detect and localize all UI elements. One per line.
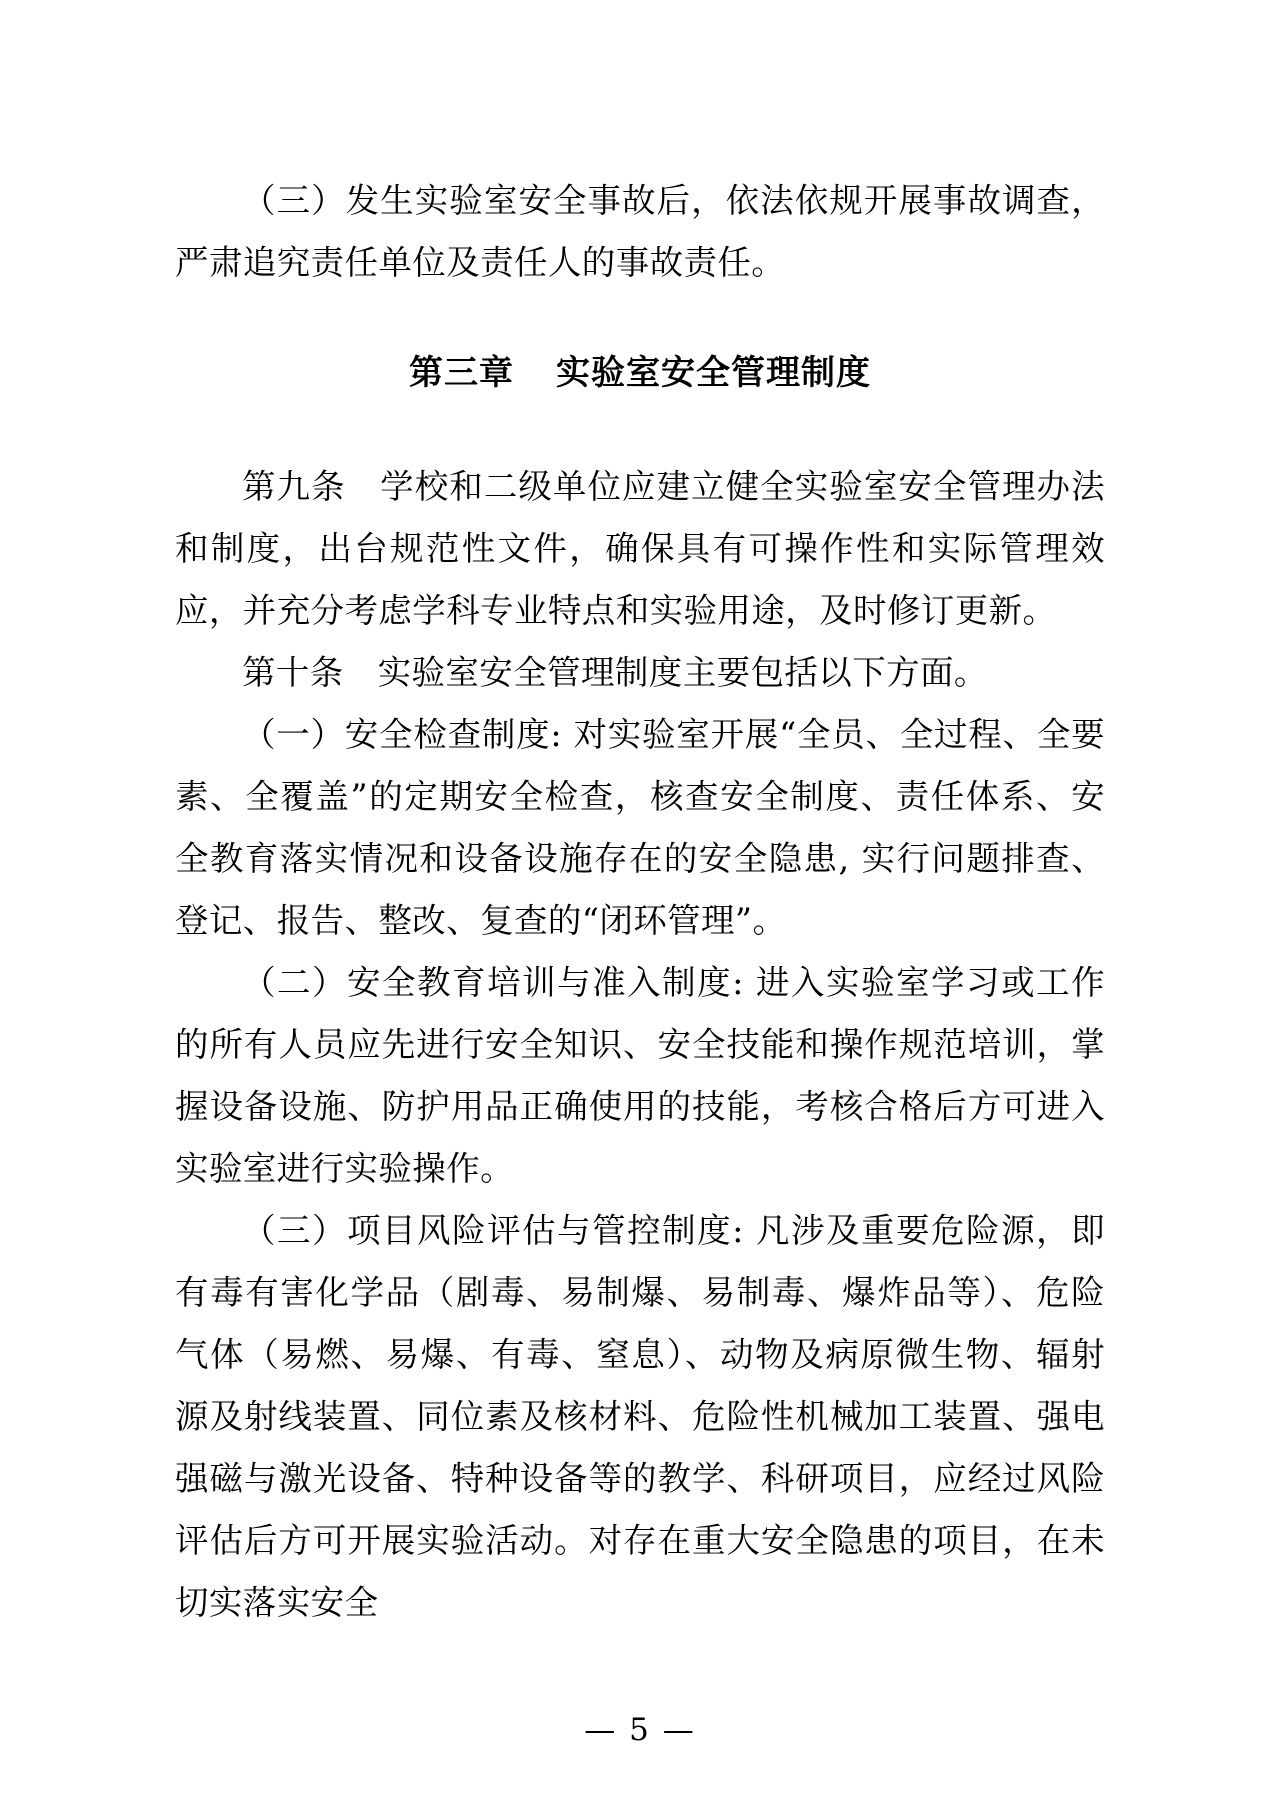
paragraph-article-10-item-2: （二）安全教育培训与准入制度: 进入实验室学习或工作的所有人员应先进行安全知识、安全技能和操作规范培训，掌握设备设施、防护用品正确使用的技能，考核合格后方可进入实验室进行实验操作。 xyxy=(175,963,1105,1188)
chapter-heading-title: 实验室安全管理制度 xyxy=(556,353,871,393)
paragraph-clause-8-item-3: （三）发生实验室安全事故后，依法依规开展事故调查，严肃追究责任单位及责任人的事故责任。 xyxy=(175,181,1105,282)
document-body xyxy=(175,170,1105,1634)
paragraph-article-10-item-3: （三）项目风险评估与管控制度: 凡涉及重要危险源，即有毒有害化学品（剧毒、易制爆、易制毒、爆炸品等）、危险气体（易燃、易爆、有毒、窒息）、动物及病原微生物、辐射源及射线装置、同位素及核材料、危险性机械加工装置、强电强磁与激光设备、特种设备等的教学、科研项目，应经过风险评估后方可开展实验活动。对存在重大安全隐患的项目，在未切实落实安全 xyxy=(175,1211,1105,1622)
chapter-heading xyxy=(175,346,1105,400)
paragraph-article-10-item-1: （一）安全检查制度: 对实验室开展“全员、全过程、全要素、全覆盖”的定期安全检查，核查安全制度、责任体系、安全教育落实情况和设备设施存在的安全隐患, 实行问题排查、登记、报告、整改、复查的“闭环管理”。 xyxy=(175,715,1105,940)
paragraph-article-10: 第十条 实验室安全管理制度主要包括以下方面。 xyxy=(242,653,988,692)
chapter-heading-number: 第三章 xyxy=(409,353,514,393)
page-number: — 5 — xyxy=(584,1712,696,1748)
paragraph-article-9: 第九条 学校和二级单位应建立健全实验室安全管理办法和制度，出台规范性文件，确保具有可操作性和实际管理效应，并充分考虑学科专业特点和实验用途，及时修订更新。 xyxy=(175,467,1105,630)
